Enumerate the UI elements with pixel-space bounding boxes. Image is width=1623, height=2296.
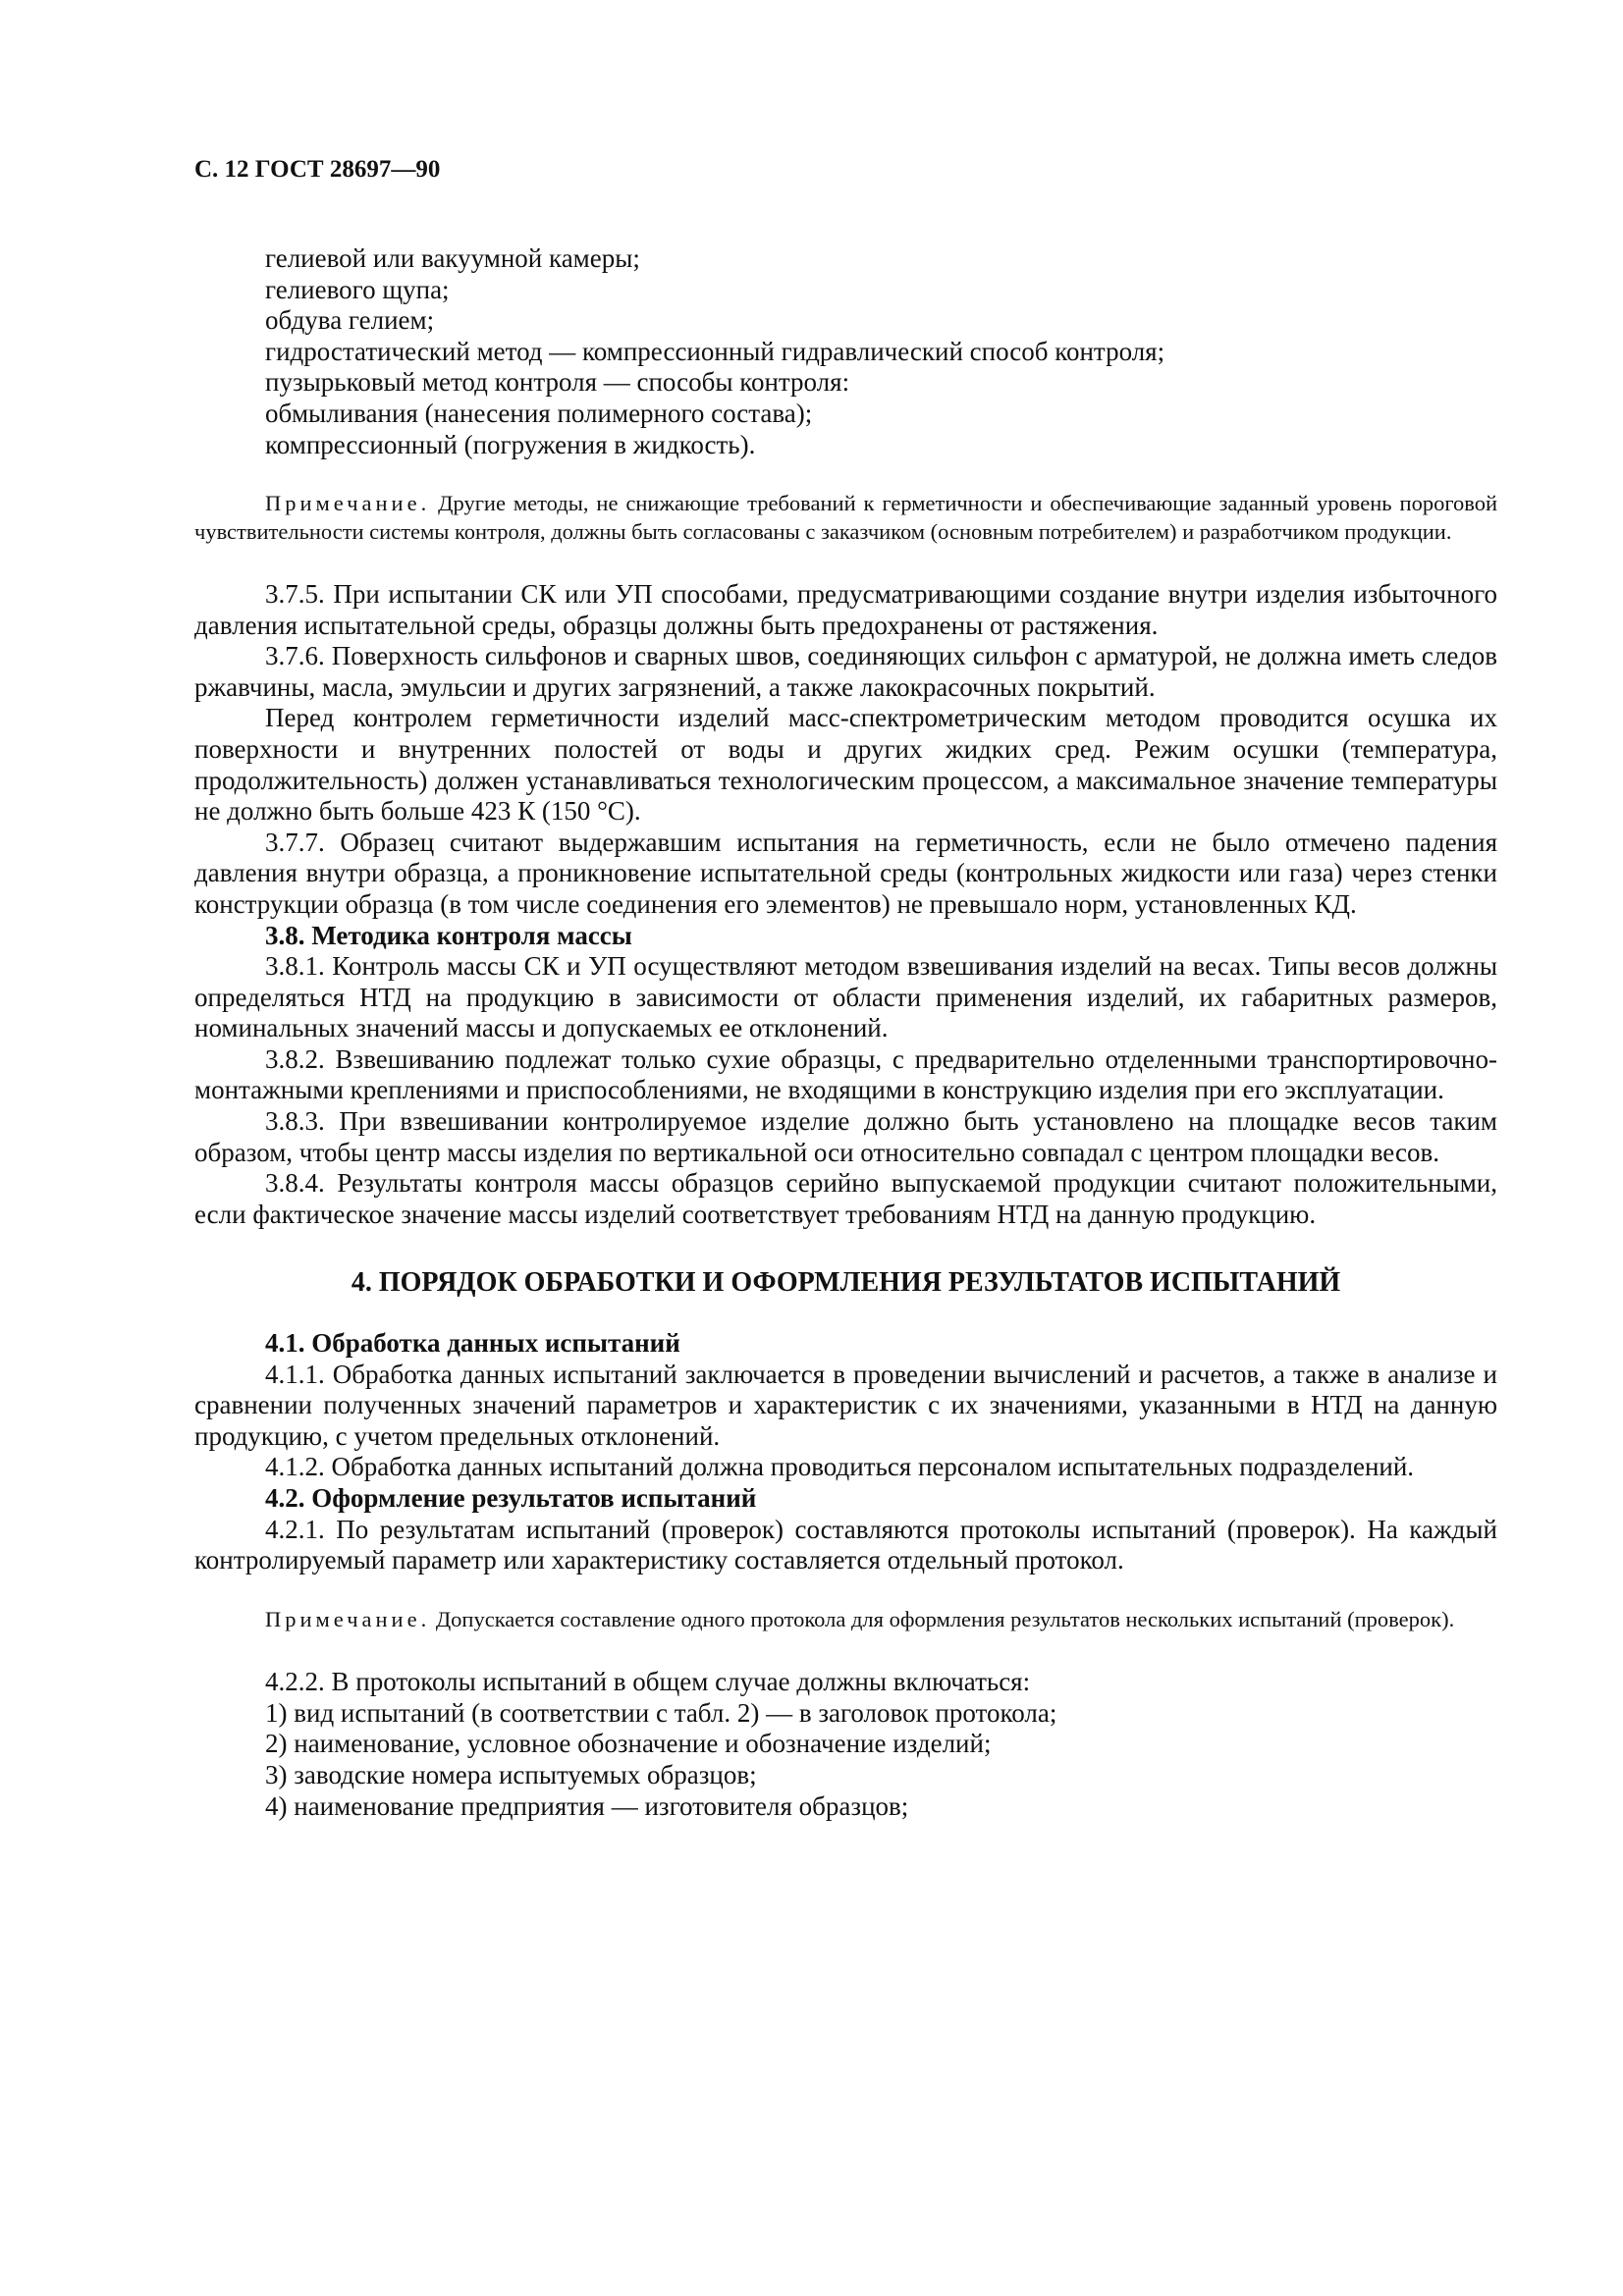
note-text: Допускается составление одного протокола для оформления результатов нескольких испытаний (проверок). <box>430 1606 1455 1631</box>
list-item: гелиевой или вакуумной камеры; <box>265 243 640 273</box>
list-item: пузырьковый метод контроля — способы контроля: <box>265 367 850 398</box>
list-item: компрессионный (погружения в жидкость). <box>265 429 756 459</box>
paragraph-3-8-4: 3.8.4. Результаты контроля массы образцов серийно выпускаемой продукции считают положительными, если фактическое значение массы изделий соответствует требованиям НТД на данную продукцию. <box>194 1168 1497 1229</box>
note-text: Другие методы, не снижающие требований к герметичности и обеспечивающие заданный уровень пороговой чувствительности системы контроля, должны быть согласованы с заказчиком (основным потребителем) и разработчиком продукции. <box>194 491 1497 544</box>
note-label: Примечание. <box>265 491 431 516</box>
paragraph-3-8-2: 3.8.2. Взвешиванию подлежат только сухие образцы, с предварительно отделенными транспортировочно-монтажными креплениями и приспособлениями, не входящими в конструкцию изделия при его эксплуатации. <box>194 1043 1497 1105</box>
list-item: гелиевого щупа; <box>265 274 450 304</box>
note-1 <box>194 490 1497 546</box>
note-2 <box>194 1606 1497 1633</box>
paragraph-4-1-2: 4.1.2. Обработка данных испытаний должна проводиться персоналом испытательных подразделений. <box>265 1452 1415 1482</box>
subsection-heading-4-1: 4.1. Обработка данных испытаний <box>265 1328 680 1359</box>
paragraph-3-7-7: 3.7.7. Образец считают выдержавшим испытания на герметичность, если не было отмечено падения давления внутри образца, а проникновение испытательной среды (контрольных жидкости или газа) через стенки конструкции образца (в том числе соединения его элементов) не превышало норм, установленных КД. <box>194 827 1497 919</box>
list-item: 1) вид испытаний (в соответствии с табл. 2) — в заголовок протокола; <box>265 1697 1057 1728</box>
list-item: обмыливания (нанесения полимерного состава); <box>265 398 813 428</box>
subsection-heading-4-2: 4.2. Оформление результатов испытаний <box>265 1483 757 1513</box>
paragraph-3-7-6: 3.7.6. Поверхность сильфонов и сварных швов, соединяющих сильфон с арматурой, не должна иметь следов ржавчины, масла, эмульсии и других загрязнений, а также лакокрасочных покрытий. <box>194 641 1497 702</box>
paragraph-4-1-1: 4.1.1. Обработка данных испытаний заключается в проведении вычислений и расчетов, а также в анализе и сравнении полученных значений параметров и характеристик с их значениями, указанными в НТД на данную продукцию, с учетом предельных отклонений. <box>194 1359 1497 1451</box>
list-item: 4) наименование предприятия — изготовителя образцов; <box>265 1790 909 1821</box>
section-heading-4: 4. ПОРЯДОК ОБРАБОТКИ И ОФОРМЛЕНИЯ РЕЗУЛЬТАТОВ ИСПЫТАНИЙ <box>351 1267 1341 1299</box>
paragraph-3-8-3: 3.8.3. При взвешивании контролируемое изделие должно быть установлено на площадке весов таким образом, чтобы центр массы изделия по вертикальной оси относительно совпадал с центром площадки весов. <box>194 1106 1497 1167</box>
main-text <box>194 243 1497 1822</box>
list-item: гидростатический метод — компрессионный гидравлический способ контроля; <box>265 336 1165 366</box>
page-header: С. 12 ГОСТ 28697—90 <box>194 156 441 183</box>
list-item: 3) заводские номера испытуемых образцов; <box>265 1759 757 1789</box>
paragraph-3-7-6-continued: Перед контролем герметичности изделий масс-спектрометрическим методом проводится осушка их поверхности и внутренних полостей от воды и других жидких сред. Режим осушки (температура, продолжительность) должен устанавливаться технологическим процессом, а максимальное значение температуры не должно быть больше 423 К (150 °С). <box>194 703 1497 827</box>
list-item: 2) наименование, условное обозначение и обозначение изделий; <box>265 1729 992 1759</box>
paragraph-3-7-5: 3.7.5. При испытании СК или УП способами, предусматривающими создание внутри изделия избыточного давления испытательной среды, образцы должны быть предохранены от растяжения. <box>194 578 1497 640</box>
paragraph-4-2-1: 4.2.1. По результатам испытаний (проверок) составляются протоколы испытаний (проверок). На каждый контролируемый параметр или характеристику составляется отдельный протокол. <box>194 1514 1497 1575</box>
subsection-heading-3-8: 3.8. Методика контроля массы <box>265 920 632 950</box>
list-item: обдува гелием; <box>265 305 435 336</box>
paragraph-4-2-2: 4.2.2. В протоколы испытаний в общем случае должны включаться: <box>265 1667 1031 1697</box>
paragraph-3-8-1: 3.8.1. Контроль массы СК и УП осуществляют методом взвешивания изделий на весах. Типы весов должны определяться НТД на продукцию в зависимости от области применения изделий, их габаритных размеров, номинальных значений массы и допускаемых ее отклонений. <box>194 951 1497 1043</box>
note-label: Примечание. <box>265 1606 431 1631</box>
